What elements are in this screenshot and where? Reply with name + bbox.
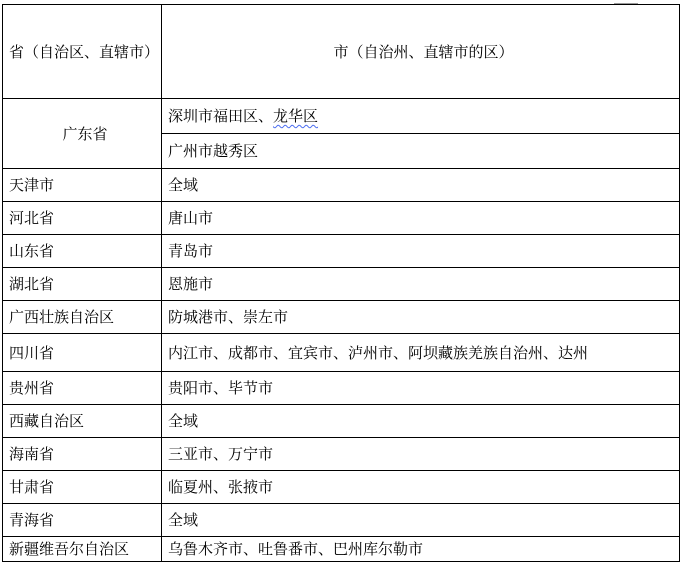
- table-row: [3, 301, 680, 334]
- province-cell: 山东省: [3, 235, 162, 268]
- province-cell: 甘肃省: [3, 471, 162, 504]
- table-row: [3, 504, 680, 537]
- city-cell: 全域: [162, 504, 680, 537]
- city-cell: 全域: [162, 169, 680, 202]
- table-row: [3, 334, 680, 372]
- city-cell: 唐山市: [162, 202, 680, 235]
- province-cell: 贵州省: [3, 372, 162, 405]
- table-row: [3, 235, 680, 268]
- city-cell: 恩施市: [162, 268, 680, 301]
- province-cell: 新疆维吾尔自治区: [3, 537, 162, 562]
- province-cell: 青海省: [3, 504, 162, 537]
- table-row: [3, 405, 680, 438]
- city-cell: 临夏州、张掖市: [162, 471, 680, 504]
- table-row: [3, 537, 680, 562]
- province-cell: 西藏自治区: [3, 405, 162, 438]
- city-cell: 内江市、成都市、宜宾市、泸州市、阿坝藏族羌族自治州、达州: [162, 334, 680, 372]
- city-cell: 青岛市: [162, 235, 680, 268]
- city-text: 深圳市福田区、: [168, 107, 274, 125]
- table-row: [3, 372, 680, 405]
- table-row: [3, 99, 680, 134]
- city-cell: 三亚市、万宁市: [162, 438, 680, 471]
- table-row: [3, 438, 680, 471]
- city-cell: 广州市越秀区: [162, 134, 680, 169]
- header-province-cell: 省（自治区、直辖市）: [3, 5, 162, 99]
- header-city-cell: 市（自治州、直辖市的区）: [162, 5, 680, 99]
- city-cell: 全域: [162, 405, 680, 438]
- header-row: [3, 5, 680, 99]
- table-row: [3, 268, 680, 301]
- region-table: [2, 4, 680, 562]
- province-cell: 四川省: [3, 334, 162, 372]
- table-row: [3, 471, 680, 504]
- city-cell: 乌鲁木齐市、吐鲁番市、巴州库尔勒市: [162, 537, 680, 562]
- spellcheck-flagged-text: 龙华区: [273, 107, 319, 125]
- table-row: [3, 202, 680, 235]
- table-row: [3, 169, 680, 202]
- city-cell: 防城港市、崇左市: [162, 301, 680, 334]
- province-cell: 天津市: [3, 169, 162, 202]
- province-cell: 广东省: [3, 99, 162, 169]
- province-cell: 广西壮族自治区: [3, 301, 162, 334]
- document-sheet: [2, 4, 680, 562]
- province-cell: 河北省: [3, 202, 162, 235]
- province-cell: 湖北省: [3, 268, 162, 301]
- city-cell: [162, 99, 680, 134]
- city-cell: 贵阳市、毕节市: [162, 372, 680, 405]
- province-cell: 海南省: [3, 438, 162, 471]
